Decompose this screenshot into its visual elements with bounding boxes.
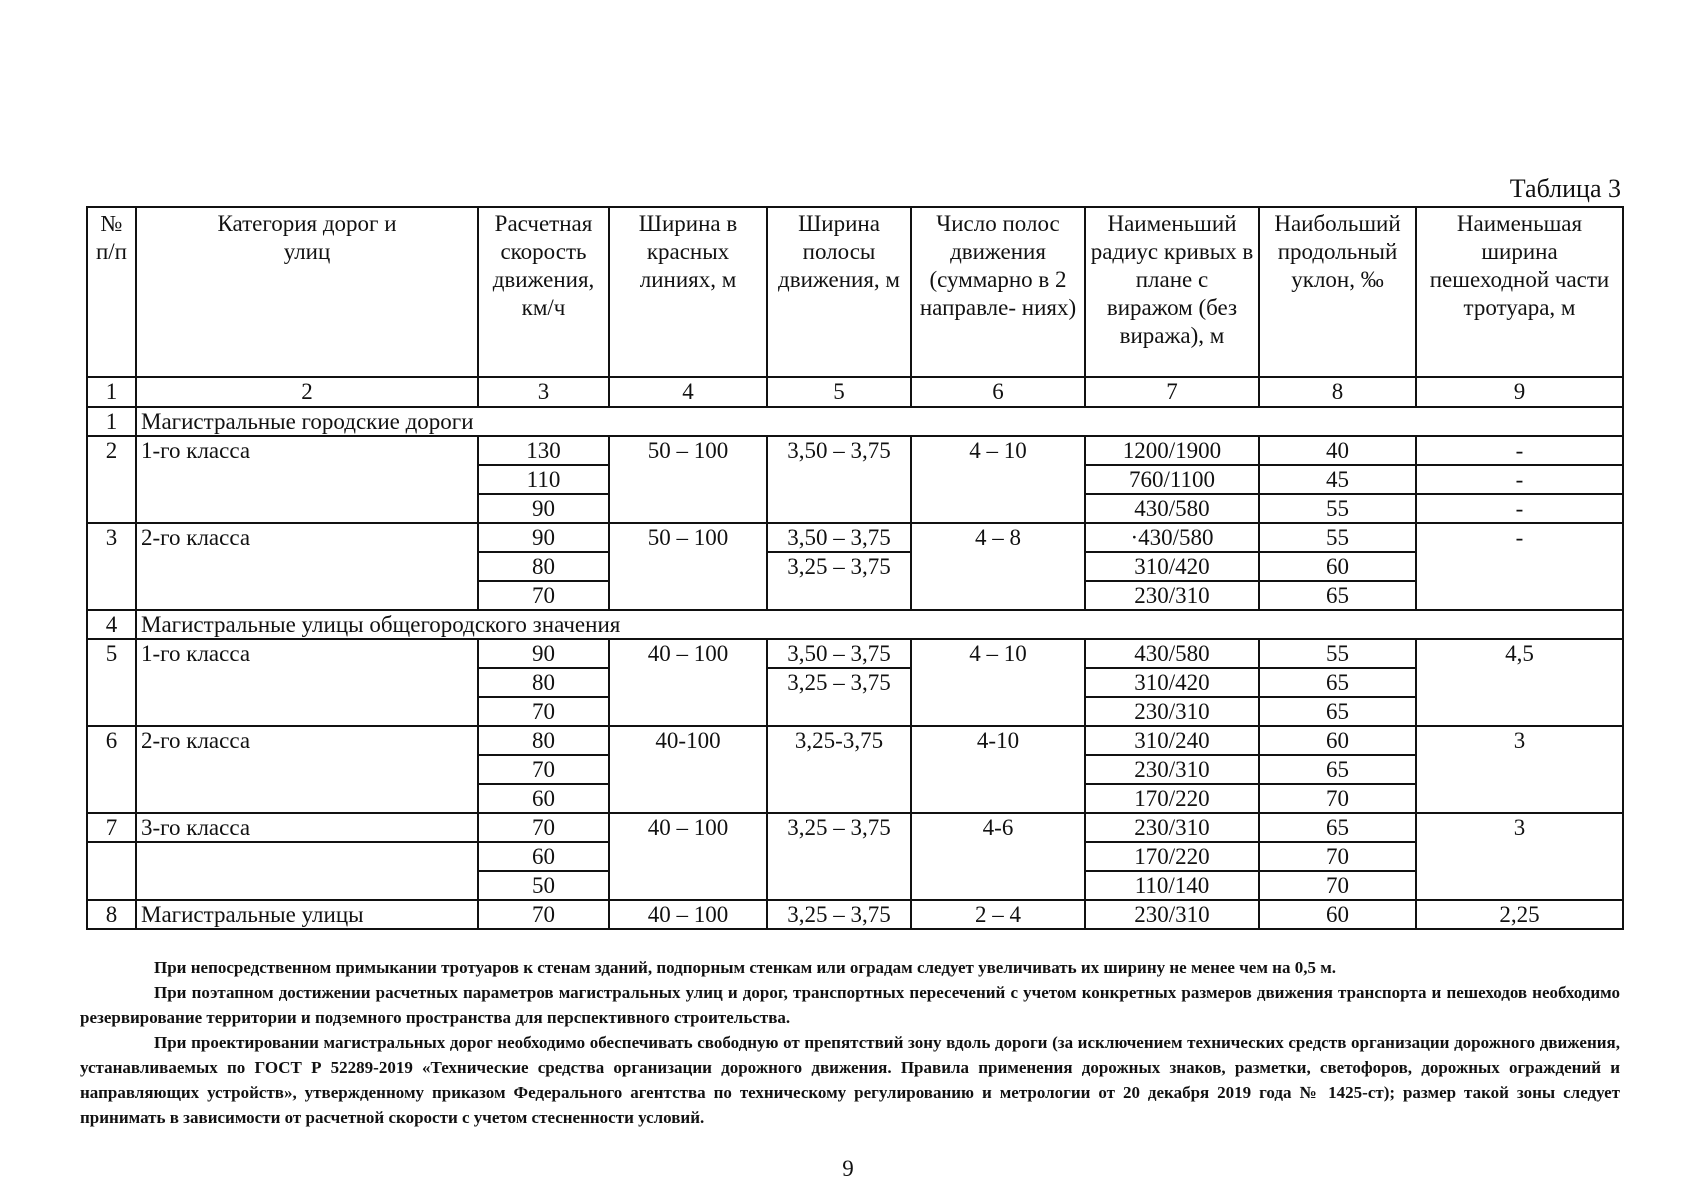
slope-cell: 65 bbox=[1259, 755, 1416, 784]
speed-cell: 80 bbox=[478, 726, 609, 755]
radius-cell: 170/220 bbox=[1085, 784, 1259, 813]
radius-cell: 430/580 bbox=[1085, 639, 1259, 668]
row-number: 8 bbox=[87, 900, 136, 929]
speed-cell: 90 bbox=[478, 523, 609, 552]
red-lines-cell: 50 – 100 bbox=[609, 436, 767, 523]
radius-cell: 310/240 bbox=[1085, 726, 1259, 755]
speed-cell: 90 bbox=[478, 639, 609, 668]
red-lines-cell: 40-100 bbox=[609, 726, 767, 813]
category-cell: 3-го класса bbox=[136, 813, 478, 842]
radius-cell: 110/140 bbox=[1085, 871, 1259, 900]
radius-cell: 230/310 bbox=[1085, 900, 1259, 929]
slope-cell: 55 bbox=[1259, 523, 1416, 552]
speed-cell: 110 bbox=[478, 465, 609, 494]
header-slope: Наибольший продольный уклон, ‰ bbox=[1259, 207, 1416, 377]
speed-cell: 50 bbox=[478, 871, 609, 900]
speed-cell: 130 bbox=[478, 436, 609, 465]
radius-cell: 1200/1900 bbox=[1085, 436, 1259, 465]
note-paragraph: При непосредственном примыкании тротуаров к стенам зданий, подпорным стенкам или оградам следует увеличивать их ширину не менее чем на 0,5 м. bbox=[154, 958, 1337, 977]
category-cell: 2-го класса bbox=[136, 726, 478, 813]
column-number: 4 bbox=[609, 377, 767, 407]
row-number: 3 bbox=[87, 523, 136, 610]
notes bbox=[80, 955, 1620, 1130]
table-row bbox=[87, 639, 1623, 668]
page-number: 9 bbox=[842, 1156, 854, 1181]
header-no: № п/п bbox=[87, 207, 136, 377]
speed-cell: 70 bbox=[478, 581, 609, 610]
slope-cell: 70 bbox=[1259, 784, 1416, 813]
column-number: 5 bbox=[767, 377, 911, 407]
header-radius: Наименьший радиус кривых в плане с виражом (без виража), м bbox=[1085, 207, 1259, 377]
speed-cell: 70 bbox=[478, 900, 609, 929]
empty-cell bbox=[87, 842, 136, 900]
sidewalk-cell: 3 bbox=[1416, 813, 1623, 900]
lane-width-cell: 3,25 – 3,75 bbox=[767, 668, 911, 726]
radius-cell: 230/310 bbox=[1085, 581, 1259, 610]
category-cell: 1-го класса bbox=[136, 639, 478, 726]
header-sidewalk: Наименьшая ширина пешеходной части тротуара, м bbox=[1416, 207, 1623, 377]
table-row bbox=[87, 436, 1623, 465]
lane-width-cell: 3,25-3,75 bbox=[767, 726, 911, 813]
red-lines-cell: 40 – 100 bbox=[609, 900, 767, 929]
red-lines-cell: 50 – 100 bbox=[609, 523, 767, 610]
red-lines-cell: 40 – 100 bbox=[609, 813, 767, 900]
column-number: 3 bbox=[478, 377, 609, 407]
sidewalk-cell: 2,25 bbox=[1416, 900, 1623, 929]
radius-cell: ·430/580 bbox=[1085, 523, 1259, 552]
category-cell: Магистральные улицы bbox=[136, 900, 478, 929]
column-number: 7 bbox=[1085, 377, 1259, 407]
radius-cell: 310/420 bbox=[1085, 552, 1259, 581]
lane-width-cell: 3,50 – 3,75 bbox=[767, 523, 911, 552]
header-lane-width: Ширина полосы движения, м bbox=[767, 207, 911, 377]
column-number: 2 bbox=[136, 377, 478, 407]
sidewalk-cell: - bbox=[1416, 523, 1623, 610]
table-row bbox=[87, 610, 1623, 639]
lane-width-cell: 3,25 – 3,75 bbox=[767, 552, 911, 610]
sidewalk-cell: - bbox=[1416, 465, 1623, 494]
slope-cell: 65 bbox=[1259, 697, 1416, 726]
speed-cell: 60 bbox=[478, 784, 609, 813]
lane-width-cell: 3,50 – 3,75 bbox=[767, 639, 911, 668]
row-number: 1 bbox=[87, 407, 136, 436]
header-category: Категория дорог и улиц bbox=[136, 207, 478, 377]
speed-cell: 70 bbox=[478, 697, 609, 726]
lane-width-cell: 3,50 – 3,75 bbox=[767, 436, 911, 523]
lanes-cell: 4 – 10 bbox=[911, 639, 1085, 726]
category-cell: 1-го класса bbox=[136, 436, 478, 523]
slope-cell: 60 bbox=[1259, 726, 1416, 755]
column-number: 1 bbox=[87, 377, 136, 407]
radius-cell: 430/580 bbox=[1085, 494, 1259, 523]
table-row bbox=[87, 523, 1623, 552]
radius-cell: 170/220 bbox=[1085, 842, 1259, 871]
lanes-cell: 4-10 bbox=[911, 726, 1085, 813]
table-row bbox=[87, 726, 1623, 755]
category-cell: 2-го класса bbox=[136, 523, 478, 610]
slope-cell: 65 bbox=[1259, 668, 1416, 697]
row-number: 7 bbox=[87, 813, 136, 842]
speed-cell: 80 bbox=[478, 552, 609, 581]
lanes-cell: 4 – 8 bbox=[911, 523, 1085, 610]
header-speed: Расчетная скорость движения, км/ч bbox=[478, 207, 609, 377]
slope-cell: 45 bbox=[1259, 465, 1416, 494]
slope-cell: 65 bbox=[1259, 581, 1416, 610]
lanes-cell: 4 – 10 bbox=[911, 436, 1085, 523]
speed-cell: 80 bbox=[478, 668, 609, 697]
speed-cell: 60 bbox=[478, 842, 609, 871]
sidewalk-cell: 3 bbox=[1416, 726, 1623, 813]
empty-cell bbox=[136, 842, 478, 900]
table-row bbox=[87, 407, 1623, 436]
row-number: 5 bbox=[87, 639, 136, 726]
slope-cell: 60 bbox=[1259, 552, 1416, 581]
table-row bbox=[87, 900, 1623, 929]
header-row bbox=[87, 207, 1623, 377]
note-paragraph: При проектировании магистральных дорог необходимо обеспечивать свободную от препятствий зону вдоль дороги (за исключением технических средств организации дорожного движения, устанавливаемых по ГОСТ Р 52289-2019 «Технические средства организации дорожного движения. Правила применения дорожных знаков, разметки, светофоров, дорожных ограждений и направляющих устройств», утвержденному приказом Федерального агентства по техническому регулированию и метрологии от 20 декабря 2019 года № 1425-ст); размер такой зоны следует принимать в зависимости от расчетной скорости с учетом стесненности условий. bbox=[80, 1033, 1620, 1127]
speed-cell: 90 bbox=[478, 494, 609, 523]
note-paragraph: При поэтапном достижении расчетных параметров магистральных улиц и дорог, транспортных пересечений с учетом конкретных размеров движения транспорта и пешеходов необходимо резервирование территории и подземного пространства для перспективного строительства. bbox=[80, 983, 1620, 1027]
row-number: 2 bbox=[87, 436, 136, 523]
radius-cell: 760/1100 bbox=[1085, 465, 1259, 494]
row-number: 6 bbox=[87, 726, 136, 813]
column-number-row bbox=[87, 377, 1623, 407]
sidewalk-cell: - bbox=[1416, 494, 1623, 523]
lane-width-cell: 3,25 – 3,75 bbox=[767, 813, 911, 900]
slope-cell: 60 bbox=[1259, 900, 1416, 929]
speed-cell: 70 bbox=[478, 813, 609, 842]
section-title: Магистральные городские дороги bbox=[136, 407, 1623, 436]
slope-cell: 55 bbox=[1259, 494, 1416, 523]
column-number: 8 bbox=[1259, 377, 1416, 407]
sidewalk-cell: - bbox=[1416, 436, 1623, 465]
slope-cell: 40 bbox=[1259, 436, 1416, 465]
speed-cell: 70 bbox=[478, 755, 609, 784]
slope-cell: 70 bbox=[1259, 842, 1416, 871]
radius-cell: 230/310 bbox=[1085, 755, 1259, 784]
column-number: 6 bbox=[911, 377, 1085, 407]
lane-width-cell: 3,25 – 3,75 bbox=[767, 900, 911, 929]
slope-cell: 55 bbox=[1259, 639, 1416, 668]
lanes-cell: 4-6 bbox=[911, 813, 1085, 900]
table-row bbox=[87, 813, 1623, 842]
column-number: 9 bbox=[1416, 377, 1623, 407]
slope-cell: 65 bbox=[1259, 813, 1416, 842]
radius-cell: 230/310 bbox=[1085, 813, 1259, 842]
radius-cell: 230/310 bbox=[1085, 697, 1259, 726]
slope-cell: 70 bbox=[1259, 871, 1416, 900]
header-lanes: Число полос движения (суммарно в 2 направле- ниях) bbox=[911, 207, 1085, 377]
radius-cell: 310/420 bbox=[1085, 668, 1259, 697]
red-lines-cell: 40 – 100 bbox=[609, 639, 767, 726]
sidewalk-cell: 4,5 bbox=[1416, 639, 1623, 726]
section-title: Магистральные улицы общегородского значения bbox=[136, 610, 1623, 639]
header-red-lines: Ширина в красных линиях, м bbox=[609, 207, 767, 377]
road-parameters-table bbox=[86, 206, 1624, 930]
lanes-cell: 2 – 4 bbox=[911, 900, 1085, 929]
row-number: 4 bbox=[87, 610, 136, 639]
table-caption: Таблица 3 bbox=[1509, 174, 1621, 203]
